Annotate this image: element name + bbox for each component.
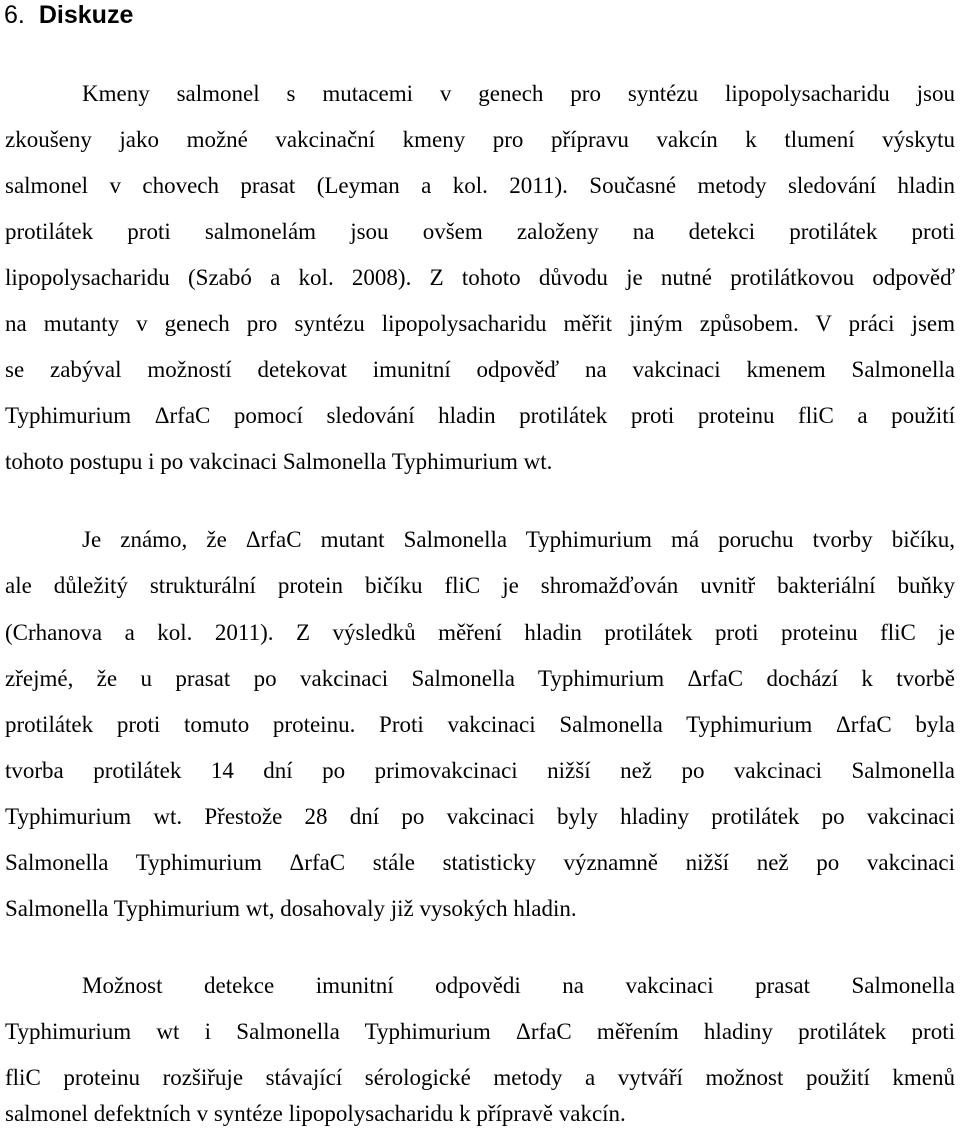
text-line: lipopolysacharidu (Szabó a kol. 2008). Z tohoto důvodu je nutné protilátkovou odpověď <box>5 265 955 290</box>
text-line: Je známo, že ΔrfaC mutant Salmonella Typhimurium má poruchu tvorby bičíku, <box>82 527 955 552</box>
text-line: (Crhanova a kol. 2011). Z výsledků měření hladin protilátek proti proteinu fliC je <box>5 620 955 645</box>
text-line: zřejmé, že u prasat po vakcinaci Salmonella Typhimurium ΔrfaC dochází k tvorbě <box>5 666 955 691</box>
text-line: salmonel defektních v syntéze lipopolysacharidu k přípravě vakcín. <box>5 1101 626 1126</box>
text-line: Možnost detekce imunitní odpovědi na vakcinaci prasat Salmonella <box>82 973 955 998</box>
text-line: zkoušeny jako možné vakcinační kmeny pro přípravu vakcín k tlumení výskytu <box>5 127 955 152</box>
section-number: 6. <box>4 1 25 29</box>
text-line: Kmeny salmonel s mutacemi v genech pro syntézu lipopolysacharidu jsou <box>82 81 955 106</box>
text-line: na mutanty v genech pro syntézu lipopolysacharidu měřit jiným způsobem. V práci jsem <box>5 311 955 336</box>
text-line: protilátek proti tomuto proteinu. Proti vakcinaci Salmonella Typhimurium ΔrfaC byla <box>5 712 955 737</box>
text-line: Salmonella Typhimurium ΔrfaC stále statisticky významně nižší než po vakcinaci <box>5 850 955 875</box>
section-heading <box>4 0 133 30</box>
text-line: Typhimurium wt i Salmonella Typhimurium ΔrfaC měřením hladiny protilátek proti <box>5 1019 955 1044</box>
text-line: tohoto postupu i po vakcinaci Salmonella Typhimurium wt. <box>5 449 553 474</box>
section-title: Diskuze <box>38 1 134 29</box>
text-line: fliC proteinu rozšiřuje stávající sérologické metody a vytváří možnost použití kmenů <box>5 1065 955 1090</box>
text-line: protilátek proti salmonelám jsou ovšem založeny na detekci protilátek proti <box>5 219 955 244</box>
text-line: Salmonella Typhimurium wt, dosahovaly již vysokých hladin. <box>5 896 577 921</box>
text-line: Typhimurium ΔrfaC pomocí sledování hladin protilátek proti proteinu fliC a použití <box>5 403 955 428</box>
text-line: ale důležitý strukturální protein bičíku fliC je shromažďován uvnitř bakteriální buňky <box>5 573 955 598</box>
text-line: tvorba protilátek 14 dní po primovakcinaci nižší než po vakcinaci Salmonella <box>5 758 955 783</box>
text-line: Typhimurium wt. Přestože 28 dní po vakcinaci byly hladiny protilátek po vakcinaci <box>5 804 955 829</box>
text-line: se zabýval možností detekovat imunitní odpověď na vakcinaci kmenem Salmonella <box>5 357 955 382</box>
text-line: salmonel v chovech prasat (Leyman a kol. 2011). Současné metody sledování hladin <box>5 173 955 198</box>
